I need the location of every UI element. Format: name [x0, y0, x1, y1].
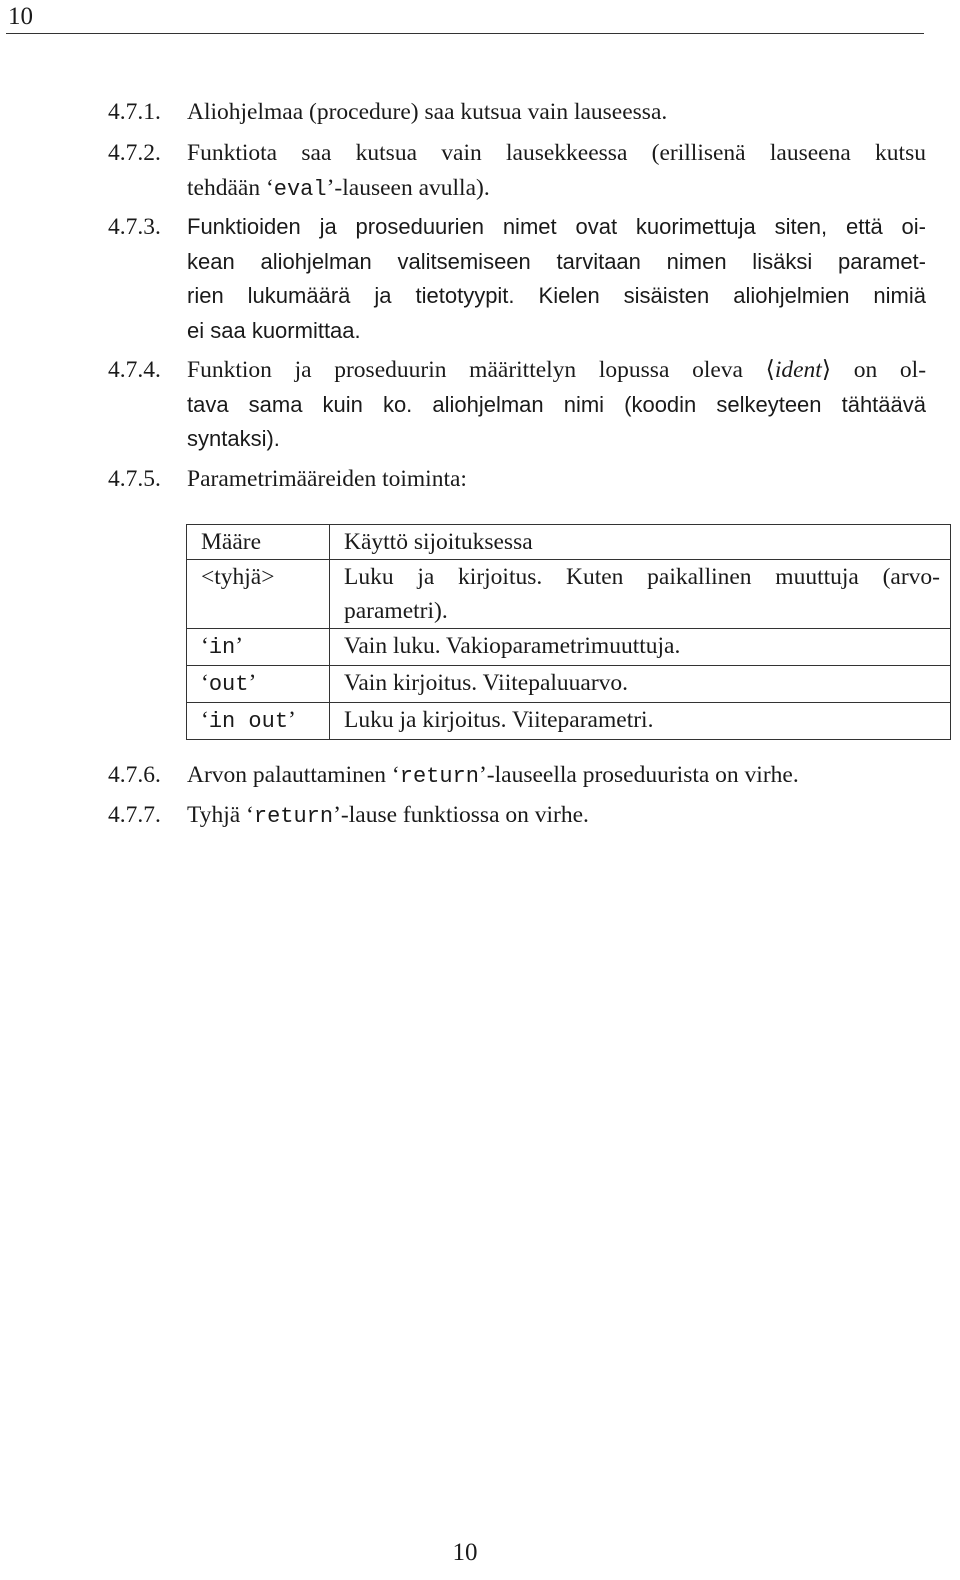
- ident-symbol: ident: [774, 357, 822, 383]
- text-fragment: Funktion ja proseduurin määrittelyn lopussa oleva: [187, 357, 743, 383]
- table-cell-qualifier: [187, 666, 330, 703]
- rule-text: [187, 210, 926, 348]
- code-keyword-in: in: [208, 635, 236, 660]
- rule-line: [187, 353, 926, 388]
- rule-line: [187, 758, 926, 795]
- usage-line: Vain luku. Vakioparametrimuuttuja.: [344, 633, 681, 659]
- rule-item-4-7-6: [108, 758, 926, 795]
- table-row: [187, 560, 951, 629]
- usage-line: parametri).: [344, 598, 448, 624]
- rule-number: 4.7.2.: [108, 140, 161, 166]
- rule-line: Funktioiden ja proseduurien nimet ovat kuorimettuja siten, että oi-: [187, 214, 926, 239]
- rule-number: 4.7.5.: [108, 466, 161, 492]
- rule-line: [187, 171, 926, 208]
- code-keyword-eval: eval: [273, 176, 327, 202]
- rule-line: rien lukumäärä ja tietotyypit. Kielen sisäisten aliohjelmien nimiä: [187, 283, 926, 308]
- rule-text: [187, 353, 926, 457]
- table-cell-qualifier: [187, 703, 330, 740]
- code-keyword-return: return: [399, 764, 479, 789]
- rule-number: 4.7.7.: [108, 802, 161, 828]
- rule-line: kean aliohjelman valitsemiseen tarvitaan nimen lisäksi paramet-: [187, 248, 926, 274]
- quote-open: ‘: [201, 670, 209, 696]
- usage-line: Luku ja kirjoitus. Viiteparametri.: [344, 707, 654, 733]
- running-header-page-number: 10: [8, 3, 33, 30]
- angle-bracket-close: ⟩: [821, 357, 832, 383]
- table-row: [187, 666, 951, 703]
- rule-item-4-7-2: [108, 136, 926, 207]
- text-fragment: ’-lauseella proseduurista on virhe.: [478, 762, 799, 788]
- text-fragment: ’-lauseen avulla).: [326, 174, 490, 201]
- table-row: [187, 703, 951, 740]
- rule-number: 4.7.1.: [108, 99, 161, 125]
- rule-text: [187, 798, 926, 835]
- rule-line: ei saa kuormittaa.: [187, 317, 361, 343]
- rule-item-4-7-1: [108, 95, 926, 130]
- rule-line: tava sama kuin ko. aliohjelman nimi (koodin selkeyteen tähtäävä: [187, 391, 926, 417]
- table-header-cell: Määre: [187, 525, 330, 560]
- table-cell-qualifier: <tyhjä>: [187, 560, 330, 629]
- parameter-mode-table: [186, 524, 951, 740]
- table-cell-usage: [330, 629, 951, 666]
- rule-text: [187, 95, 926, 130]
- code-keyword-in-out: in out: [208, 709, 289, 734]
- footer-page-number: 10: [452, 1539, 478, 1566]
- rule-line: [187, 798, 926, 835]
- rule-item-4-7-5: [108, 462, 926, 497]
- quote-close: ’: [235, 633, 244, 659]
- text-fragment: Arvon palauttaminen ‘: [187, 762, 400, 788]
- angle-bracket-open: ⟨: [765, 357, 775, 383]
- rule-line: Parametrimääreiden toiminta:: [187, 466, 467, 492]
- text-fragment: tehdään ‘: [187, 174, 274, 201]
- rule-number: 4.7.4.: [108, 357, 161, 383]
- table-header-cell: Käyttö sijoituksessa: [330, 525, 951, 560]
- rule-item-4-7-4: [108, 353, 926, 457]
- rule-item-4-7-3: [108, 210, 926, 348]
- rule-text: [187, 758, 926, 795]
- table-cell-qualifier: [187, 629, 330, 666]
- rule-line: syntaksi).: [187, 426, 280, 451]
- quote-open: ‘: [201, 707, 209, 733]
- rule-text: [187, 462, 926, 497]
- text-fragment: Tyhjä ‘: [187, 802, 254, 828]
- rule-number: 4.7.6.: [108, 762, 161, 788]
- quote-close: ’: [248, 670, 257, 696]
- usage-line: Vain kirjoitus. Viitepaluuarvo.: [344, 670, 629, 696]
- table-cell-usage: [330, 703, 951, 740]
- rule-line: Aliohjelmaa (procedure) saa kutsua vain lauseessa.: [187, 99, 668, 125]
- rule-line: Funktiota saa kutsua vain lausekkeessa (erillisenä lauseena kutsu: [187, 140, 926, 166]
- code-keyword-out: out: [208, 672, 249, 697]
- table-row: [187, 629, 951, 666]
- table-cell-usage: [330, 560, 951, 629]
- code-keyword-return: return: [253, 804, 334, 829]
- table-cell-usage: [330, 666, 951, 703]
- table-header-row: [187, 525, 951, 560]
- quote-close: ’: [288, 707, 296, 733]
- rule-item-4-7-7: [108, 798, 926, 835]
- quote-open: ‘: [201, 633, 209, 659]
- rule-number: 4.7.3.: [108, 214, 161, 240]
- rule-text: [187, 136, 926, 207]
- header-rule: [6, 33, 924, 34]
- text-fragment: ’-lause funktiossa on virhe.: [333, 802, 589, 828]
- text-fragment: on ol-: [853, 357, 927, 383]
- usage-line: Luku ja kirjoitus. Kuten paikallinen muuttuja (arvo-: [344, 564, 940, 590]
